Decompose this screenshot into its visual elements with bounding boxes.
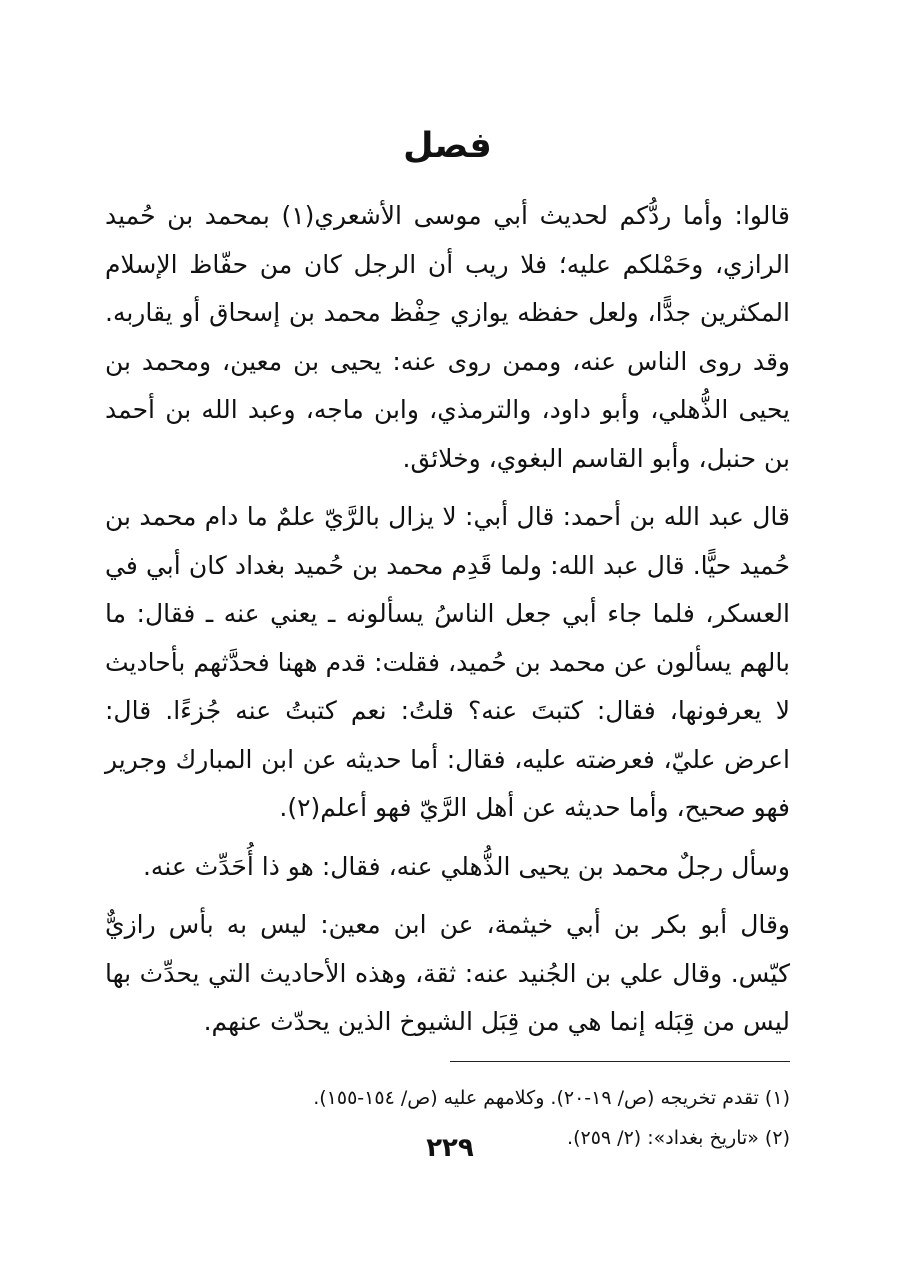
page-number: ٢٢٩ [426,1133,474,1163]
paragraph-1: قالوا: وأما ردُّكم لحديث أبي موسى الأشعري(١) بمحمد بن حُميد الرازي، وحَمْلكم عليه؛ فلا ريب أن الرجل كان من حفّاظ الإسلام المكثرين جدًّا، ولعل حفظه يوازي حِفْظ محمد بن إسحاق أو يقاربه. وقد روى الناس عنه، وممن روى عنه: يحيى بن معين، ومحمد بن يحيى الذُّهلي، وأبو داود، والترمذي، وابن ماجه، وعبد الله بن أحمد بن حنبل، وأبو القاسم البغوي، وخلائق. [105,201,790,473]
paragraph-2: قال عبد الله بن أحمد: قال أبي: لا يزال بالرَّيّ علمٌ ما دام محمد بن حُميد حيًّا. قال عبد الله: ولما قَدِم محمد بن حُميد بغداد كان أبي في العسكر، فلما جاء أبي جعل الناسُ يسألونه ـ يعني عنه ـ فقال: ما بالهم يسألون عن محمد بن حُميد، فقلت: قدم ههنا فحدَّثهم بأحاديث لا يعرفونها، فقال: كتبتَ عنه؟ قلتُ: نعم كتبتُ عنه جُزءًا. قال: اعرض عليّ، فعرضته عليه، فقال: أما حديثه عن ابن المبارك وجرير فهو صحيح، وأما حديثه عن أهل الرَّيّ فهو أعلم(٢). [105,502,790,822]
paragraph-4: وقال أبو بكر بن أبي خيثمة، عن ابن معين: ليس به بأس رازيٌّ كيّس. وقال علي بن الجُنيد عنه: ثقة، وهذه الأحاديث التي يحدِّث بها ليس من قِبَله إنما هي من قِبَل الشيوخ الذين يحدّث عنهم. [105,910,790,1036]
paragraph-3: وسأل رجلٌ محمد بن يحيى الذُّهلي عنه، فقال: هو ذا أُحَدِّث عنه. [142,851,790,881]
footnote-separator [450,1061,790,1062]
footnote-1: (١) تقدم تخريجه (ص/ ١٩-٢٠). وكلامهم عليه (ص/ ١٥٤-١٥٥). [313,1086,790,1109]
section-title: فصل [403,126,492,166]
footnote-2: (٢) «تاريخ بغداد»: (٢/ ٢٥٩). [567,1126,790,1149]
